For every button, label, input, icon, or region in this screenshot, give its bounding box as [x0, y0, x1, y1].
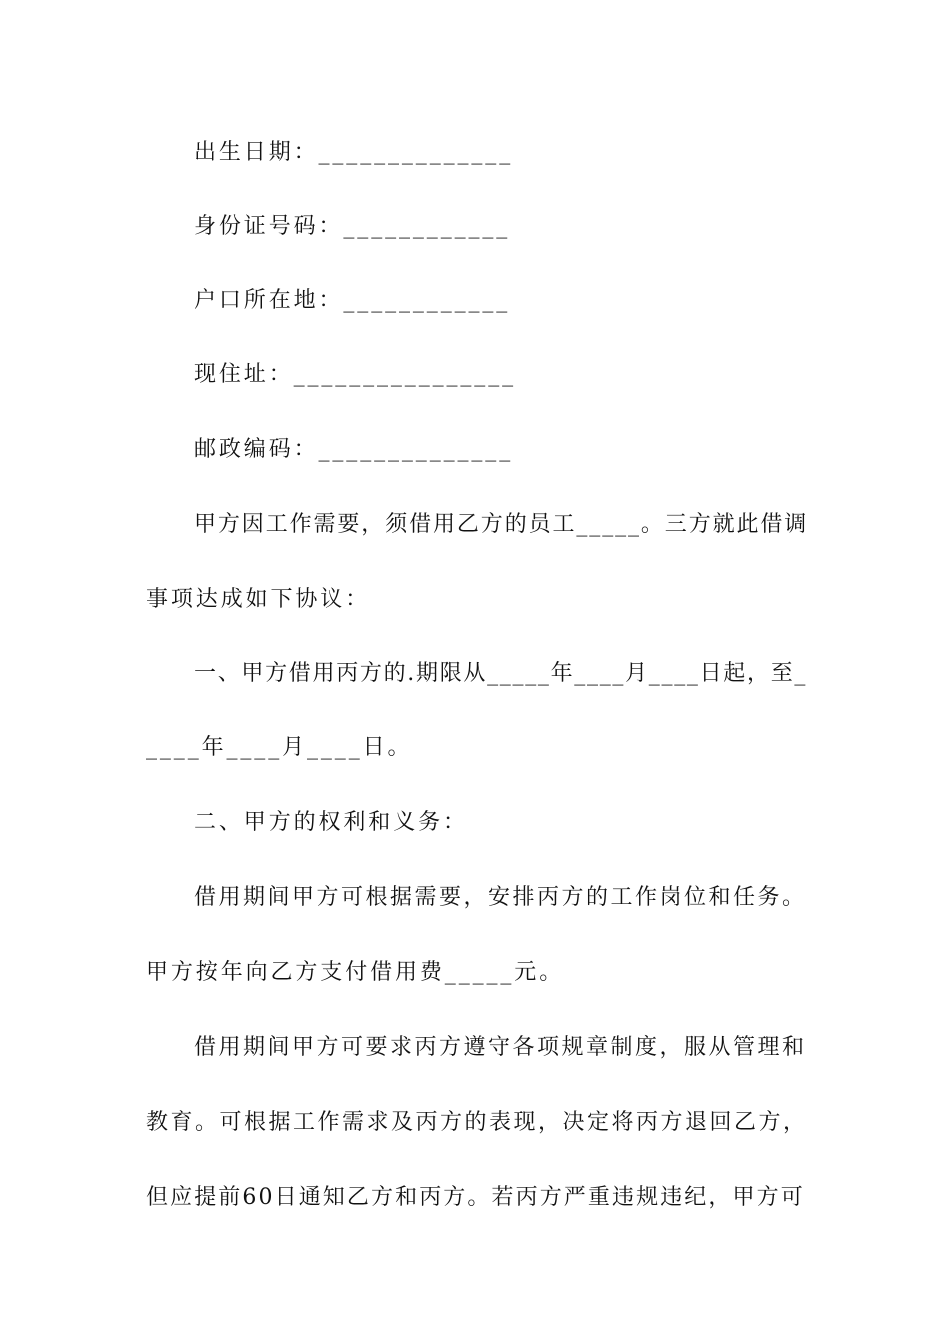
household-registration-label: 户口所在地：____________ — [194, 288, 511, 313]
birth-date-field — [0, 133, 950, 173]
birth-date-label: 出生日期：______________ — [194, 140, 514, 165]
clause-one-line-1: 一、甲方借用丙方的.期限从_____年____月____日起，至_ — [194, 661, 808, 686]
id-number-field — [0, 207, 950, 247]
clause-two-para-2-line-2: 教育。可根据工作需求及丙方的表现，决定将丙方退回乙方， — [146, 1110, 808, 1135]
paragraph-line — [0, 1103, 950, 1143]
clause-two-para-1-line-2: 甲方按年向乙方支付借用费_____元。 — [146, 960, 565, 985]
paragraph-line — [0, 1028, 950, 1068]
paragraph-line — [0, 1178, 950, 1218]
paragraph-intro-line-1: 甲方因工作需要，须借用乙方的员工_____。三方就此借调 — [194, 512, 809, 537]
current-address-field — [0, 355, 950, 395]
clause-two-para-2-line-3: 但应提前60日通知乙方和丙方。若丙方严重违规违纪，甲方可 — [146, 1185, 805, 1210]
clause-two-para-2-line-1: 借用期间甲方可要求丙方遵守各项规章制度，服从管理和 — [194, 1035, 807, 1060]
id-number-label: 身份证号码：____________ — [194, 214, 511, 239]
clause-one-line-2: ____年____月____日。 — [146, 735, 413, 760]
paragraph-line — [0, 728, 950, 768]
current-address-label: 现住址：________________ — [194, 362, 517, 387]
paragraph-line — [0, 953, 950, 993]
clause-two-heading: 二、甲方的权利和义务： — [194, 810, 468, 835]
postal-code-label: 邮政编码：______________ — [194, 437, 514, 462]
paragraph-line — [0, 580, 950, 620]
paragraph-intro-line-2: 事项达成如下协议： — [146, 587, 371, 612]
paragraph-line — [0, 654, 950, 694]
household-registration-field — [0, 281, 950, 321]
paragraph-line — [0, 878, 950, 918]
section-heading — [0, 803, 950, 843]
paragraph-line — [0, 505, 950, 545]
postal-code-field — [0, 430, 950, 470]
clause-two-para-1-line-1: 借用期间甲方可根据需要，安排丙方的工作岗位和任务。 — [194, 885, 807, 910]
